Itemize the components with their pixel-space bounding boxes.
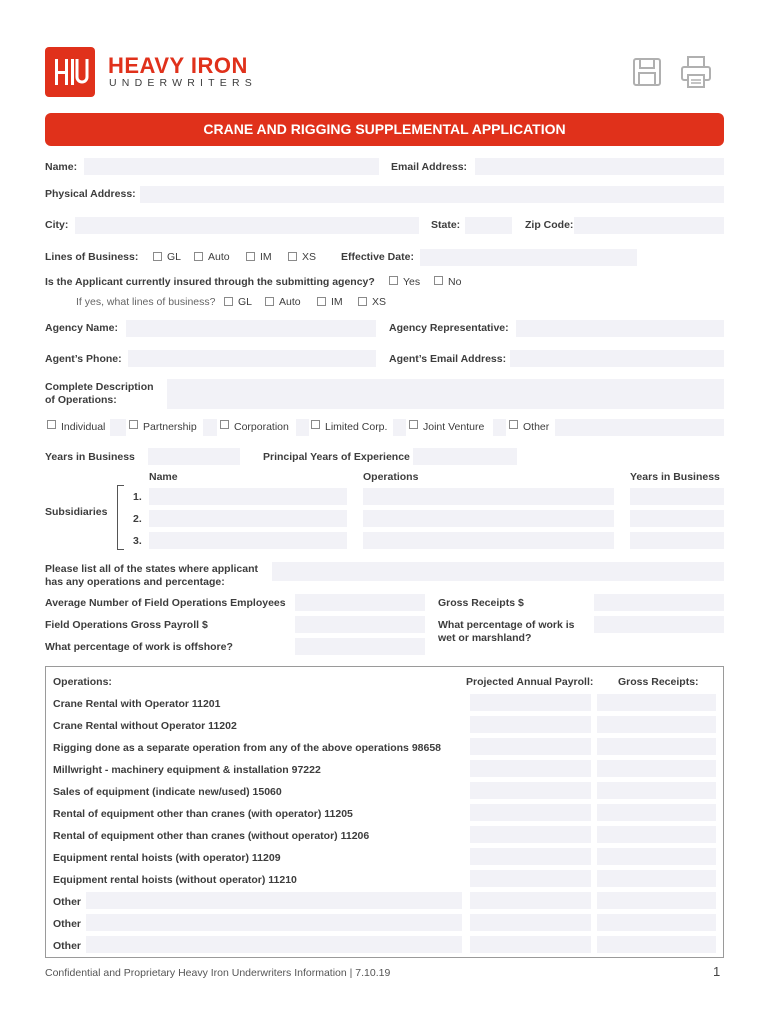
ops-row-4-receipts[interactable] <box>597 760 716 777</box>
physical-address-label: Physical Address: <box>45 188 136 200</box>
gross-receipts-field[interactable] <box>594 594 724 611</box>
email-label: Email Address: <box>391 161 468 173</box>
entity-other-field[interactable] <box>555 419 724 436</box>
agent-email-label: Agent’s Email Address: <box>389 353 507 365</box>
ops-row-6-receipts[interactable] <box>597 804 716 821</box>
ops-row-5-receipts[interactable] <box>597 782 716 799</box>
agency-rep-field[interactable] <box>516 320 724 337</box>
ops-other-2-desc[interactable] <box>86 914 462 931</box>
entity-individual-checkbox[interactable] <box>47 420 56 429</box>
ops-row-label: Other <box>53 940 82 952</box>
city-field[interactable] <box>75 217 419 234</box>
lob-xs-label: XS <box>302 251 317 263</box>
subsidiary-3-name-field[interactable] <box>149 532 347 549</box>
ops-row-8-receipts[interactable] <box>597 848 716 865</box>
entity-limitedcorp-label: Limited Corp. <box>325 421 388 433</box>
effective-date-label: Effective Date: <box>341 251 414 263</box>
field-payroll-field[interactable] <box>295 616 425 633</box>
subsidiaries-bracket <box>117 485 124 550</box>
state-label: State: <box>431 219 461 231</box>
entity-corporation-checkbox[interactable] <box>220 420 229 429</box>
description-field[interactable] <box>167 379 724 409</box>
name-label: Name: <box>45 161 78 173</box>
ops-row-1-payroll[interactable] <box>470 694 591 711</box>
zip-label: Zip Code: <box>525 219 574 231</box>
ops-row-label: Equipment rental hoists (without operator) 11210 <box>53 874 297 886</box>
states-label-line2: has any operations and percentage: <box>45 576 225 588</box>
subsidiary-name-header: Name <box>149 471 178 483</box>
ops-row-label: Sales of equipment (indicate new/used) 15060 <box>53 786 282 798</box>
lob-auto-checkbox[interactable] <box>194 252 203 261</box>
entity-individual-label: Individual <box>61 421 106 433</box>
lines-of-business-label: Lines of Business: <box>45 251 139 263</box>
ops-row-2-payroll[interactable] <box>470 716 591 733</box>
states-label-line1: Please list all of the states where applicant <box>45 563 258 575</box>
effective-date-field[interactable] <box>420 249 637 266</box>
entity-other-label: Other <box>523 421 550 433</box>
years-in-business-label: Years in Business <box>45 451 135 463</box>
offshore-label: What percentage of work is offshore? <box>45 641 233 653</box>
ops-row-1-receipts[interactable] <box>597 694 716 711</box>
lob-im-label: IM <box>260 251 272 263</box>
ops-row-3-receipts[interactable] <box>597 738 716 755</box>
offshore-field[interactable] <box>295 638 425 655</box>
title-bar <box>45 113 724 146</box>
state-field[interactable] <box>465 217 512 234</box>
subsidiary-3-years-field[interactable] <box>630 532 724 549</box>
ops-row-5-payroll[interactable] <box>470 782 591 799</box>
entity-partnership-checkbox[interactable] <box>129 420 138 429</box>
lob-auto-label: Auto <box>208 251 230 263</box>
city-label: City: <box>45 219 69 231</box>
brand-subtitle: UNDERWRITERS <box>109 77 257 89</box>
ops-row-9-receipts[interactable] <box>597 870 716 887</box>
principal-years-label: Principal Years of Experience <box>263 451 410 463</box>
page-title: CRANE AND RIGGING SUPPLEMENTAL APPLICATION <box>203 121 566 137</box>
ifyes-im-checkbox[interactable] <box>317 297 326 306</box>
insured-yes-checkbox[interactable] <box>389 276 398 285</box>
ops-row-label: Millwright - machinery equipment & installation 97222 <box>53 764 321 776</box>
principal-years-field[interactable] <box>413 448 517 465</box>
ops-row-6-payroll[interactable] <box>470 804 591 821</box>
gross-receipts-label: Gross Receipts $ <box>438 597 524 609</box>
description-label-line2: of Operations: <box>45 394 117 406</box>
entity-corporation-label: Corporation <box>234 421 289 433</box>
ops-row-label: Other <box>53 896 82 908</box>
ifyes-im-label: IM <box>331 296 343 308</box>
wet-label-line1: What percentage of work is <box>438 619 575 631</box>
ops-header-receipts: Gross Receipts: <box>618 676 699 688</box>
ops-other-1-desc[interactable] <box>86 892 462 909</box>
entity-partnership-field[interactable] <box>203 419 217 436</box>
ops-row-label: Other <box>53 918 82 930</box>
ops-row-9-payroll[interactable] <box>470 870 591 887</box>
agent-email-field[interactable] <box>510 350 724 367</box>
ops-row-10-payroll[interactable] <box>470 892 591 909</box>
subsidiary-row-2-label: 2. <box>133 513 142 525</box>
ops-header-operations: Operations: <box>53 676 112 688</box>
subsidiary-2-ops-field[interactable] <box>363 510 614 527</box>
ifyes-gl-checkbox[interactable] <box>224 297 233 306</box>
subsidiary-3-ops-field[interactable] <box>363 532 614 549</box>
insured-no-checkbox[interactable] <box>434 276 443 285</box>
states-field[interactable] <box>272 562 724 581</box>
agency-name-label: Agency Name: <box>45 322 118 334</box>
subsidiary-row-3-label: 3. <box>133 535 142 547</box>
ops-row-label: Crane Rental without Operator 11202 <box>53 720 237 732</box>
subsidiary-2-name-field[interactable] <box>149 510 347 527</box>
ops-row-8-payroll[interactable] <box>470 848 591 865</box>
insured-question: Is the Applicant currently insured through the submitting agency? <box>45 276 375 288</box>
lob-gl-checkbox[interactable] <box>153 252 162 261</box>
name-field[interactable] <box>84 158 379 175</box>
ops-row-4-payroll[interactable] <box>470 760 591 777</box>
lob-xs-checkbox[interactable] <box>288 252 297 261</box>
ifyes-xs-checkbox[interactable] <box>358 297 367 306</box>
ops-row-7-payroll[interactable] <box>470 826 591 843</box>
wet-label-line2: wet or marshland? <box>438 632 532 644</box>
ops-row-label: Rental of equipment other than cranes (with operator) 11205 <box>53 808 353 820</box>
subsidiary-years-header: Years in Business <box>630 471 720 483</box>
entity-jointventure-field[interactable] <box>493 419 506 436</box>
save-icon[interactable] <box>632 57 662 92</box>
zip-field[interactable] <box>574 217 724 234</box>
subsidiary-operations-header: Operations <box>363 471 419 483</box>
subsidiary-1-name-field[interactable] <box>149 488 347 505</box>
print-icon[interactable] <box>680 55 712 94</box>
ops-row-label: Equipment rental hoists (with operator) 11209 <box>53 852 281 864</box>
entity-jointventure-label: Joint Venture <box>423 421 485 433</box>
ops-row-10-receipts[interactable] <box>597 892 716 909</box>
entity-corporation-field[interactable] <box>296 419 309 436</box>
ops-header-payroll: Projected Annual Payroll: <box>466 676 594 688</box>
ifyes-auto-checkbox[interactable] <box>265 297 274 306</box>
insured-no-label: No <box>448 276 462 288</box>
ops-row-3-payroll[interactable] <box>470 738 591 755</box>
ifyes-xs-label: XS <box>372 296 387 308</box>
avg-employees-label: Average Number of Field Operations Employees <box>45 597 286 609</box>
insured-yes-label: Yes <box>403 276 421 288</box>
ops-row-label: Rigging done as a separate operation from any of the above operations 98658 <box>53 742 442 754</box>
avg-employees-field[interactable] <box>295 594 425 611</box>
physical-address-field[interactable] <box>140 186 724 203</box>
ifyes-auto-label: Auto <box>279 296 301 308</box>
ops-row-11-payroll[interactable] <box>470 914 591 931</box>
ops-other-3-desc[interactable] <box>86 936 462 953</box>
entity-other-checkbox[interactable] <box>509 420 518 429</box>
subsidiary-2-years-field[interactable] <box>630 510 724 527</box>
page-number: 1 <box>713 964 721 979</box>
entity-limitedcorp-checkbox[interactable] <box>311 420 320 429</box>
lob-im-checkbox[interactable] <box>246 252 255 261</box>
email-field[interactable] <box>475 158 724 175</box>
ops-row-label: Crane Rental with Operator 11201 <box>53 698 221 710</box>
subsidiary-row-1-label: 1. <box>133 491 142 503</box>
ops-row-12-receipts[interactable] <box>597 936 716 953</box>
entity-jointventure-checkbox[interactable] <box>409 420 418 429</box>
agent-phone-label: Agent’s Phone: <box>45 353 122 365</box>
agency-rep-label: Agency Representative: <box>389 322 509 334</box>
agency-name-field[interactable] <box>126 320 376 337</box>
ops-row-label: Rental of equipment other than cranes (without operator) 11206 <box>53 830 370 842</box>
entity-individual-field[interactable] <box>110 419 126 436</box>
subsidiaries-label: Subsidiaries <box>45 506 108 518</box>
field-payroll-label: Field Operations Gross Payroll $ <box>45 619 208 631</box>
description-label-line1: Complete Description <box>45 381 154 393</box>
company-logo <box>45 47 95 97</box>
ops-row-7-receipts[interactable] <box>597 826 716 843</box>
agent-phone-field[interactable] <box>128 350 376 367</box>
entity-partnership-label: Partnership <box>143 421 197 433</box>
ops-row-11-receipts[interactable] <box>597 914 716 931</box>
subsidiary-1-ops-field[interactable] <box>363 488 614 505</box>
ops-row-2-receipts[interactable] <box>597 716 716 733</box>
ifyes-gl-label: GL <box>238 296 253 308</box>
entity-limitedcorp-field[interactable] <box>393 419 406 436</box>
brand-name: HEAVY IRON <box>108 53 248 78</box>
subsidiary-1-years-field[interactable] <box>630 488 724 505</box>
lob-gl-label: GL <box>167 251 182 263</box>
wet-marshland-field[interactable] <box>594 616 724 633</box>
years-in-business-field[interactable] <box>148 448 240 465</box>
logo-mark <box>45 47 95 97</box>
footer-text: Confidential and Proprietary Heavy Iron Underwriters Information | 7.10.19 <box>45 967 391 979</box>
if-yes-label: If yes, what lines of business? <box>76 296 216 308</box>
ops-row-12-payroll[interactable] <box>470 936 591 953</box>
